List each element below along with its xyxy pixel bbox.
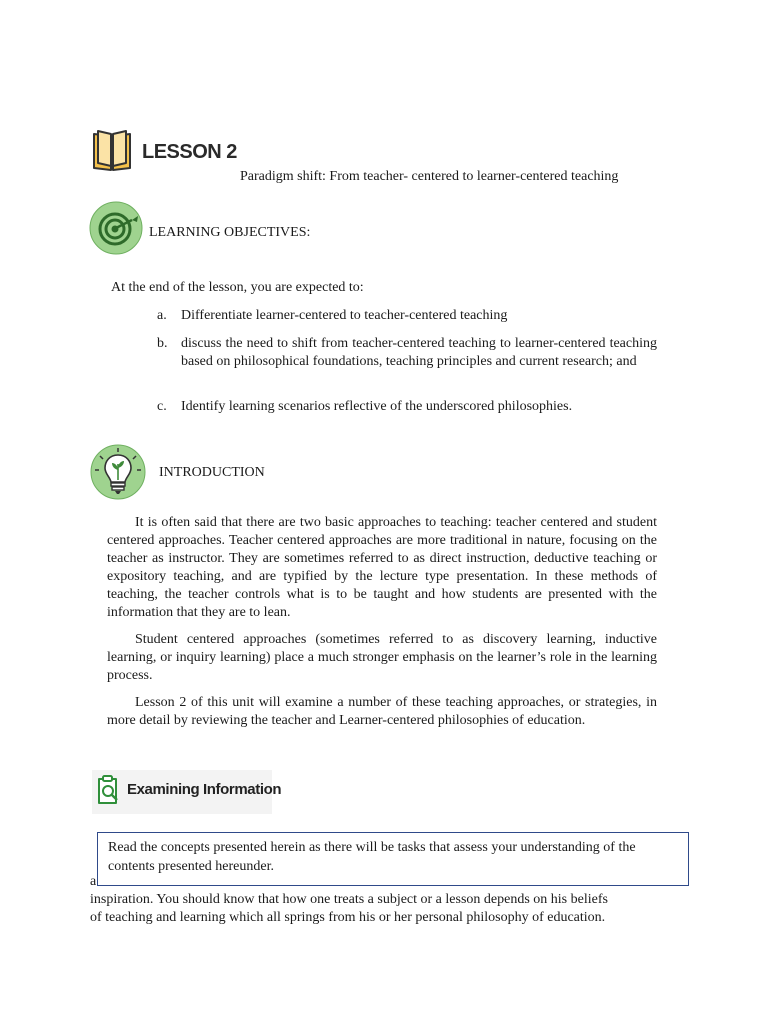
underlying-fragment: a [90, 874, 97, 889]
lightbulb-icon [90, 444, 146, 500]
objectives-intro: At the end of the lesson, you are expected to: [111, 280, 364, 295]
document-search-icon [96, 774, 122, 806]
objective-item [157, 335, 657, 371]
objectives-heading: LEARNING OBJECTIVES: [149, 225, 311, 240]
objective-letter: b. [157, 336, 168, 351]
notice-text: Read the concepts presented herein as there will be tasks that assess your understanding of the contents presented hereunder. [108, 840, 636, 874]
lesson-title: Paradigm shift: From teacher- centered to learner-centered teaching [240, 169, 619, 184]
objective-text: discuss the need to shift from teacher-centered teaching to learner-centered teaching based on philosophical foundations, teaching principles and current research; and [181, 336, 657, 369]
objective-letter: c. [157, 399, 167, 414]
intro-paragraph: It is often said that there are two basic approaches to teaching: teacher centered and student centered approaches. Teacher centered approaches are more traditional in nature, focusing on the teacher as instructor. They are sometimes referred to as direct instruction, deductive teaching or expository teaching, and are typified by the lecture type presentation. In these methods of teaching, the teacher controls what is to be taught and how students are presented with the information that they are to lean. [107, 515, 657, 620]
objective-item [157, 398, 657, 416]
lesson-label: LESSON 2 [142, 141, 237, 163]
target-icon [89, 201, 143, 255]
objective-text: Identify learning scenarios reflective of the underscored philosophies. [181, 399, 573, 414]
notice-box [97, 832, 689, 886]
body-line: inspiration. You should know that how one treats a subject or a lesson depends on his beliefs [90, 892, 608, 907]
objective-item [157, 307, 657, 325]
intro-paragraph: Student centered approaches (sometimes referred to as discovery learning, inductive learning, or inquiry learning) place a much stronger emphasis on the learner’s role in the learning process. [107, 632, 657, 683]
objective-text: Differentiate learner-centered to teacher-centered teaching [181, 308, 508, 323]
objective-letter: a. [157, 308, 167, 323]
body-line: of teaching and learning which all springs from his or her personal philosophy of education. [90, 910, 606, 925]
book-icon [92, 128, 132, 172]
intro-paragraph: Lesson 2 of this unit will examine a number of these teaching approaches, or strategies, in more detail by reviewing the teacher and Learner-centered philosophies of education. [107, 695, 657, 728]
examining-label: Examining Information [127, 781, 282, 798]
introduction-heading: INTRODUCTION [159, 465, 265, 480]
